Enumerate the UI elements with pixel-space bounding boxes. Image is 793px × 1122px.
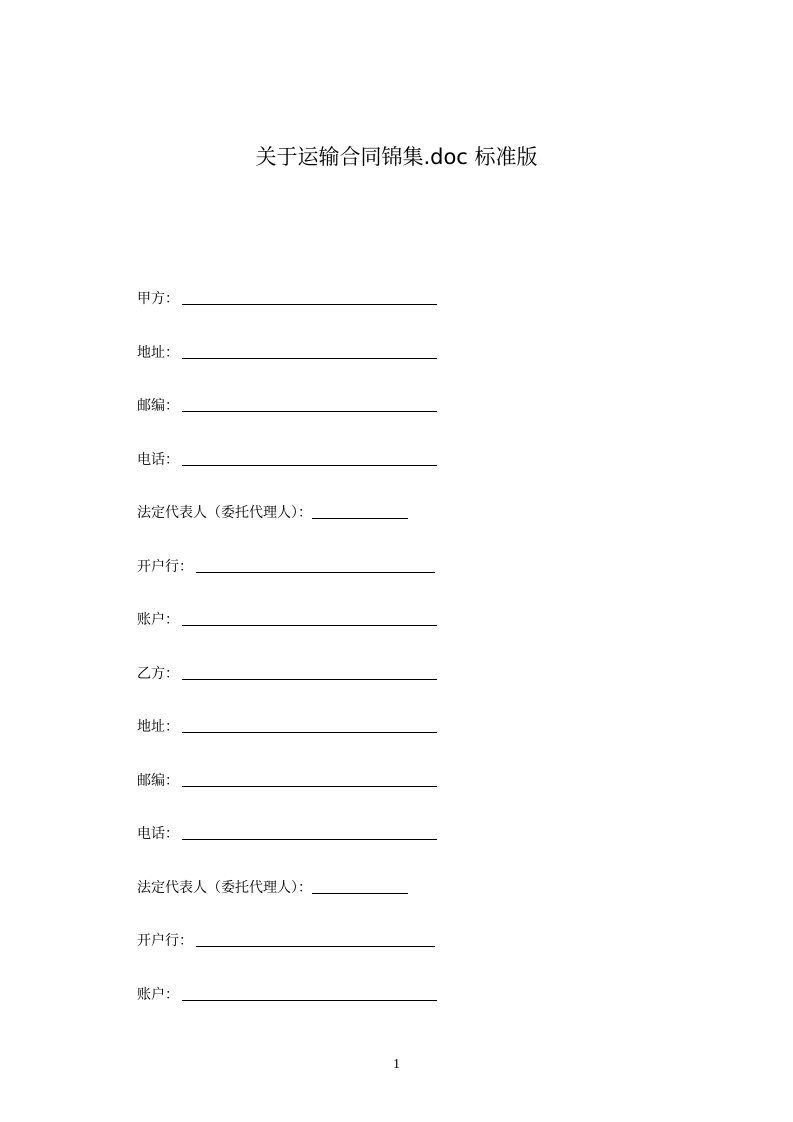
party-a-name-row — [137, 288, 457, 342]
fill-in-blank[interactable] — [182, 984, 437, 1001]
field-label: 甲方： — [137, 291, 179, 307]
party-a-postcode-row — [137, 395, 457, 449]
field-label: 电话： — [137, 826, 179, 842]
field-label: 账户： — [137, 612, 179, 628]
party-a-bank-row — [137, 556, 457, 610]
field-label: 地址： — [137, 719, 179, 735]
party-b-account-row — [137, 984, 457, 1038]
party-b-bank-row — [137, 930, 457, 984]
fill-in-blank[interactable] — [196, 556, 435, 573]
party-a-representative-row — [137, 502, 457, 556]
fill-in-blank[interactable] — [312, 502, 408, 519]
fill-in-blank[interactable] — [182, 770, 437, 787]
party-a-address-row — [137, 342, 457, 396]
party-a-phone-row — [137, 449, 457, 503]
field-label: 账户： — [137, 986, 179, 1003]
field-label: 法定代表人（委托代理人）： — [137, 505, 312, 521]
page-title: 关于运输合同锦集.doc 标准版 — [255, 145, 538, 169]
field-label: 邮编： — [137, 772, 179, 789]
page-number: 1 — [393, 1057, 400, 1072]
field-label: 邮编： — [137, 398, 179, 414]
field-label: 开户行： — [137, 558, 193, 575]
field-label: 法定代表人（委托代理人）： — [137, 879, 312, 896]
field-label: 乙方： — [137, 665, 179, 682]
fill-in-blank[interactable] — [182, 449, 437, 466]
fill-in-blank[interactable] — [182, 663, 437, 680]
party-b-phone-row — [137, 823, 457, 877]
field-label: 开户行： — [137, 933, 193, 949]
party-b-representative-row — [137, 877, 457, 931]
contract-party-fields — [137, 288, 457, 1037]
fill-in-blank[interactable] — [182, 342, 437, 359]
fill-in-blank[interactable] — [182, 609, 437, 626]
party-b-postcode-row — [137, 770, 457, 824]
fill-in-blank[interactable] — [312, 877, 408, 894]
fill-in-blank[interactable] — [182, 823, 437, 840]
field-label: 地址： — [137, 344, 179, 361]
party-a-account-row — [137, 609, 457, 663]
party-b-address-row — [137, 716, 457, 770]
fill-in-blank[interactable] — [182, 288, 437, 305]
party-b-name-row — [137, 663, 457, 717]
fill-in-blank[interactable] — [182, 716, 437, 733]
field-label: 电话： — [137, 451, 179, 468]
fill-in-blank[interactable] — [196, 930, 435, 947]
fill-in-blank[interactable] — [182, 395, 437, 412]
